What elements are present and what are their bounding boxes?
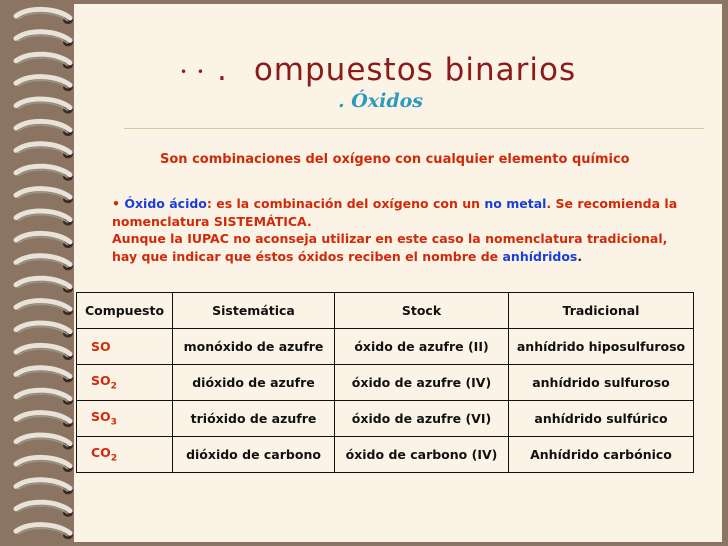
cell-compuesto [77, 437, 173, 473]
formula-subscript: 2 [110, 381, 117, 392]
header-tradicional: Tradicional [509, 293, 694, 329]
formula-text: SO [91, 339, 111, 354]
cell-stock: óxido de azufre (II) [335, 329, 509, 365]
table-row [77, 437, 694, 473]
spiral-binding [0, 0, 84, 546]
table-row [77, 365, 694, 401]
title-text: ompuestos binarios [253, 52, 577, 88]
header-compuesto: Compuesto [77, 293, 173, 329]
cell-sistematica: trióxido de azufre [173, 401, 335, 437]
cell-tradicional: anhídrido hiposulfuroso [509, 329, 694, 365]
no-metal-term: no metal [484, 196, 547, 211]
formula-text: SO [91, 373, 111, 389]
term-oxido-acido: Óxido ácido [124, 196, 207, 211]
bullet-mark: • [112, 196, 120, 211]
cell-sistematica: dióxido de carbono [173, 437, 335, 473]
cell-sistematica: monóxido de azufre [173, 329, 335, 365]
table-header-row [77, 293, 694, 329]
cell-compuesto [77, 365, 173, 401]
title-dot: . [216, 52, 228, 88]
table-row [77, 329, 694, 365]
cell-tradicional: Anhídrido carbónico [509, 437, 694, 473]
anhidridos-term: anhídridos [502, 248, 578, 264]
cell-sistematica: dióxido de azufre [173, 365, 335, 401]
formula-subscript: 3 [110, 417, 117, 428]
formula-text: CO [91, 445, 111, 461]
table-row [77, 401, 694, 437]
header-sistematica: Sistemática [173, 293, 335, 329]
intro-text: Son combinaciones del oxígeno con cualquier elemento químico [160, 152, 630, 167]
formula-subscript: 2 [110, 453, 118, 464]
cell-compuesto [77, 401, 173, 437]
divider-line [124, 128, 704, 129]
slide-title [180, 52, 620, 88]
cell-stock: óxido de azufre (IV) [335, 365, 509, 401]
slide-subtitle: . Óxidos [338, 90, 423, 112]
formula-text: SO [91, 409, 111, 425]
cell-stock: óxido de azufre (VI) [335, 401, 509, 437]
definition-line2: Aunque la IUPAC no aconseja utilizar en este caso la nomenclatura tradicional, hay que indicar que éstos óxidos reciben el nombre de [112, 231, 668, 264]
title-bullets: • • [180, 64, 207, 79]
cell-compuesto [77, 329, 173, 365]
end-period: . [577, 248, 583, 264]
nomenclature-table [76, 292, 694, 473]
definition-b: . Se recomienda la nomenclatura SISTEMÁTICA. [112, 196, 678, 229]
cell-tradicional: anhídrido sulfúrico [509, 401, 694, 437]
definition-a: : es la combinación del oxígeno con un [206, 196, 485, 211]
definition-paragraph [112, 195, 692, 265]
cell-tradicional: anhídrido sulfuroso [509, 365, 694, 401]
cell-stock: óxido de carbono (IV) [335, 437, 509, 473]
header-stock: Stock [335, 293, 509, 329]
